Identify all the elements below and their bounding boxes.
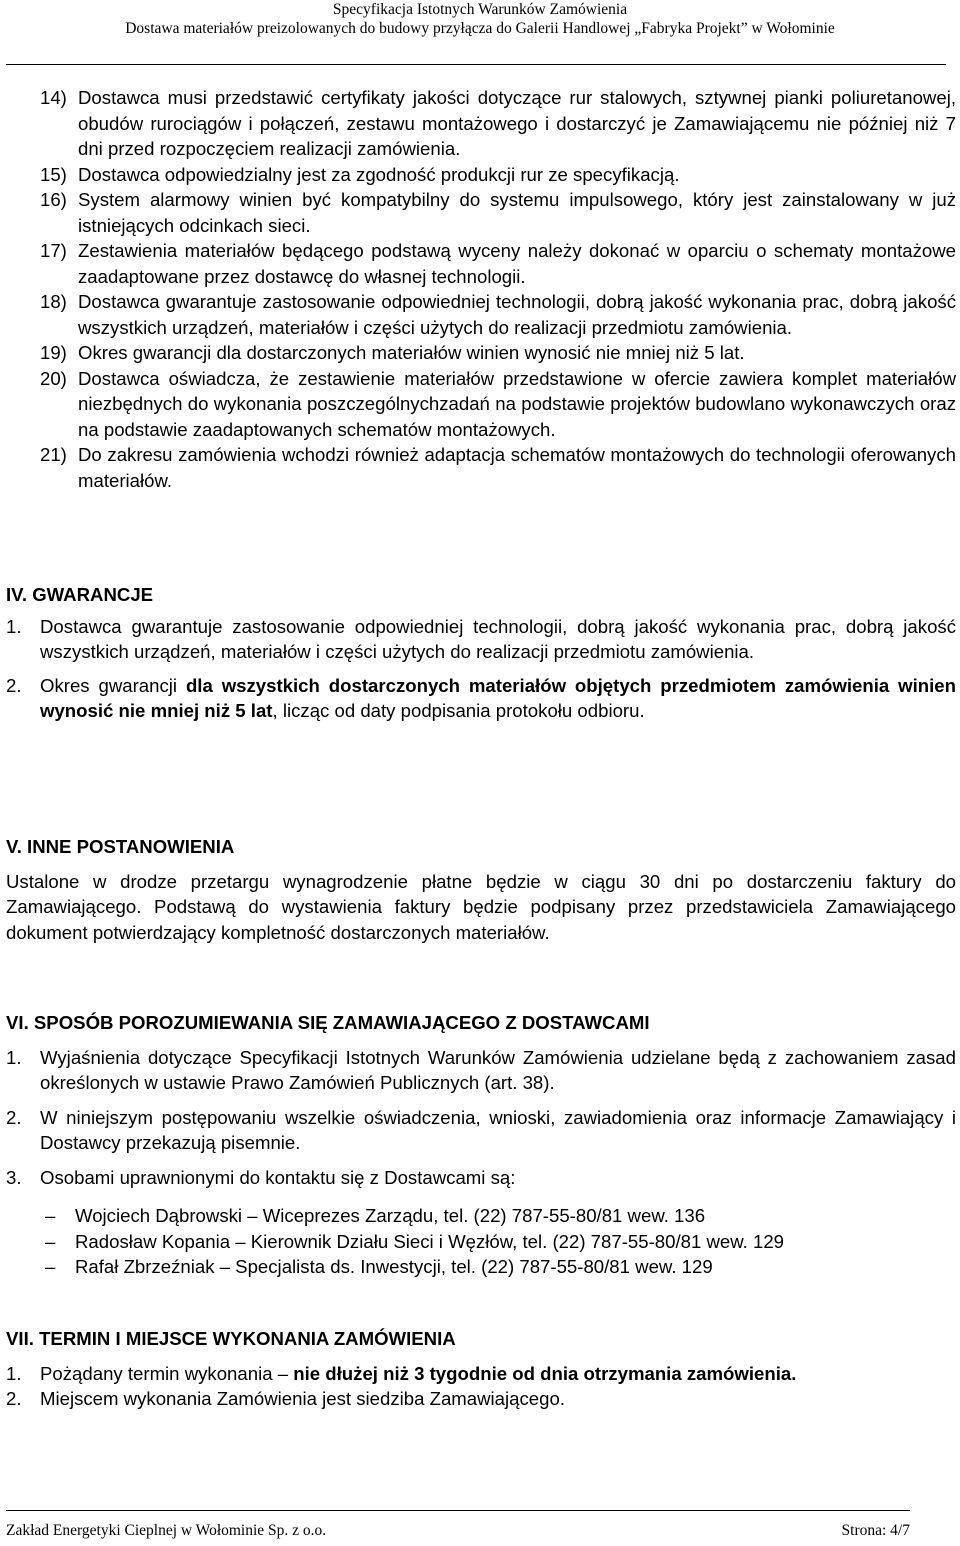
list-item: 20) Dostawca oświadcza, że zestawienie materiałów przedstawione w ofercie zawiera komplet materiałów niezbędnych do wykonania poszczególnychzadań na podstawie projektów budowlano wykonawczych oraz na podstawie zaadaptowanych schematów montażowych. [40, 367, 956, 440]
list-item: 19) Okres gwarancji dla dostarczonych materiałów winien wynosić nie mniej niż 5 lat. [40, 342, 745, 363]
list-item: 14) Dostawca musi przedstawić certyfikaty jakości dotyczące rur stalowych, sztywnej pianki poliuretanowej, obudów rurociągów i połączeń, zestawu montażowego i dostarczyć je Zamawiającemu nie później niż 7 dni przed rozpoczęciem realizacji zamówienia. [40, 87, 956, 159]
header-title: Specyfikacja Istotnych Warunków Zamówienia [332, 1, 628, 18]
section-title: V. INNE POSTANOWIENIA [6, 836, 235, 857]
contact-item: – Radosław Kopania – Kierownik Działu Sieci i Węzłów, tel. (22) 787-55-80/81 wew. 129 [45, 1230, 784, 1252]
paragraph: Ustalone w drodze przetargu wynagrodzenie płatne będzie w ciągu 30 dni po dostarczeniu faktury do Zamawiającego. Podstawą do wystawienia faktury będzie podpisany przez przedstawiciela Zamawiającego dokument potwierdzający kompletność dostarczonych materiałów. [6, 870, 956, 943]
contact-item: – Wojciech Dąbrowski – Wiceprezes Zarządu, tel. (22) 787-55-80/81 wew. 136 [45, 1205, 706, 1226]
list-item: 2. Miejscem wykonania Zamówienia jest siedziba Zamawiającego. [6, 1388, 565, 1409]
list-item: 15) Dostawca odpowiedzialny jest za zgodność produkcji rur ze specyfikacją. [40, 163, 680, 185]
list-item: 1. Dostawca gwarantuje zastosowanie odpowiedniej technologii, dobrą jakość wykonania prac, dobrą jakość wszystkich urządzeń, materiałów i części użytych do realizacji przedmiotu zamówienia. [6, 615, 956, 662]
requirements-list [0, 85, 960, 493]
list-item: 17) Zestawienia materiałów będącego podstawą wyceny należy dokonać w oparciu o schematy montażowe zaadaptowane przez dostawcę do własnej technologii. [40, 240, 956, 287]
section-termin [6, 1326, 956, 1412]
footer-divider [6, 1510, 910, 1511]
header-divider [6, 64, 946, 65]
section-inne [6, 834, 956, 945]
section-title: VII. TERMIN I MIEJSCE WYKONANIA ZAMÓWIENIA [6, 1328, 456, 1349]
page-footer [6, 1522, 910, 1540]
footer-company: Zakład Energetyki Cieplnej w Wołominie Sp. z o.o. [6, 1522, 327, 1539]
list-item: 1. Pożądany termin wykonania – nie dłużej niż 3 tygodnie od dnia otrzymania zamówienia. [6, 1362, 797, 1384]
contact-item: – Rafał Zbrzeźniak – Specjalista ds. Inwestycji, tel. (22) 787-55-80/81 wew. 129 [45, 1256, 713, 1277]
list-item: 18) Dostawca gwarantuje zastosowanie odpowiedniej technologii, dobrą jakość wykonania prac, dobrą jakość wszystkich urządzeń, materiałów i części użytych do realizacji przedmiotu zamówienia. [40, 291, 956, 338]
page-number: Strona: 4/7 [841, 1522, 910, 1539]
header-subtitle: Dostawa materiałów preizolowanych do budowy przyłącza do Galerii Handlowej „Fabryka Projekt” w Wołominie [125, 20, 835, 37]
list-item: 21) Do zakresu zamówienia wchodzi również adaptacja schematów montażowych do technologii oferowanych materiałów. [40, 444, 956, 491]
section-title: IV. GWARANCJE [6, 584, 154, 605]
section-gwarancje [6, 582, 956, 724]
list-item: 2. Okres gwarancji dla wszystkich dostarczonych materiałów objętych przedmiotem zamówienia winien wynosić nie mniej niż 5 lat, licząc od daty podpisania protokołu odbioru. [6, 674, 956, 721]
page-header [0, 0, 960, 38]
list-item: 3. Osobami uprawnionymi do kontaktu się z Dostawcami są: [6, 1166, 516, 1188]
list-item: 2. W niniejszym postępowaniu wszelkie oświadczenia, wnioski, zawiadomienia oraz informacje Zamawiający i Dostawcy przekazują pisemnie. [6, 1106, 956, 1153]
section-title: VI. SPOSÓB POROZUMIEWANIA SIĘ ZAMAWIAJĄCEGO Z DOSTAWCAMI [6, 1012, 650, 1033]
list-item: 16) System alarmowy winien być kompatybilny do systemu impulsowego, który jest zainstalowany w już istniejących odcinkach sieci. [40, 189, 956, 236]
list-item: 1. Wyjaśnienia dotyczące Specyfikacji Istotnych Warunków Zamówienia udzielane będą z zachowaniem zasad określonych w ustawie Prawo Zamówień Publicznych (art. 38). [6, 1046, 956, 1093]
section-sposob [6, 1010, 956, 1280]
